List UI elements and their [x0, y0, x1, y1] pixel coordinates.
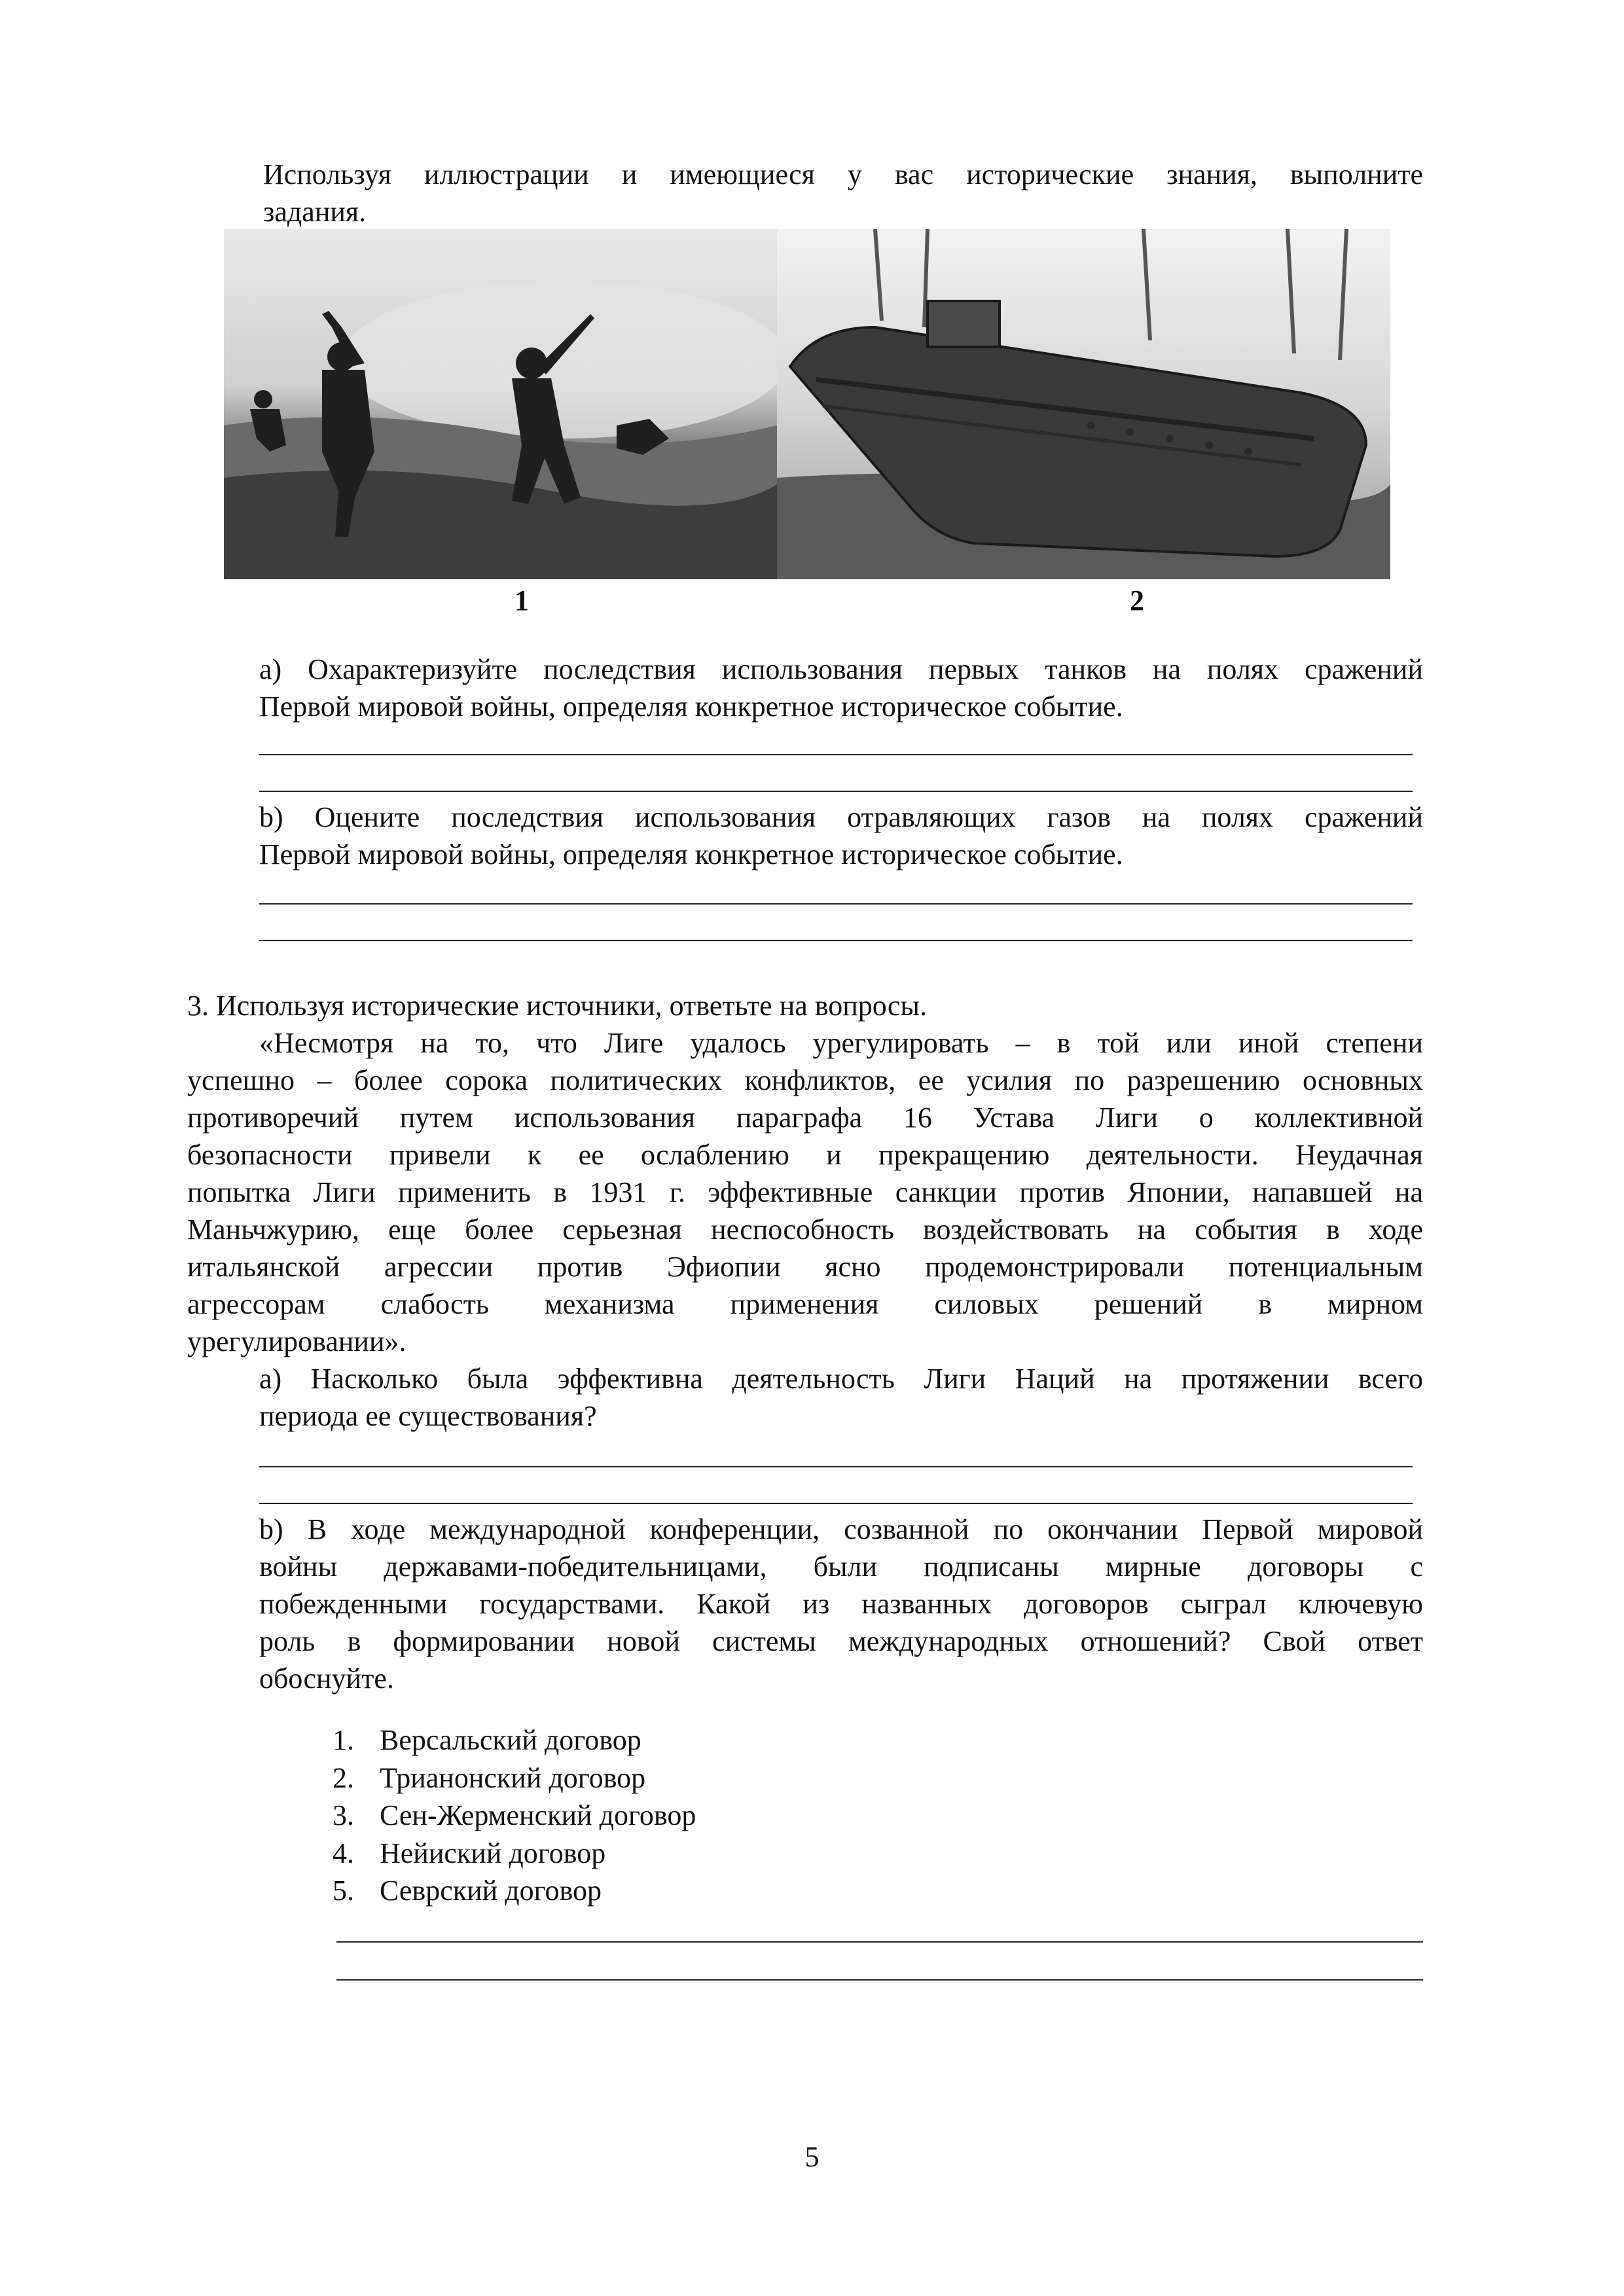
task-3b-text — [259, 1511, 1423, 1697]
task-3a-line: a) Насколько была эффективна деятельность Лиги Наций на протяжении всего — [259, 1363, 1423, 1395]
task-2b-line: b) Оцените последствия использования отравляющих газов на полях сражений — [259, 801, 1423, 833]
quote-line: успешно – более сорока политических конфликтов, ее усилия по разрешению основных — [187, 1064, 1423, 1096]
quote-line: безопасности привели к ее ослаблению и прекращению деятельности. Неудачная — [187, 1139, 1423, 1171]
task-3-heading: 3. Используя исторические источники, ответьте на вопросы. — [187, 990, 927, 1022]
answer-line[interactable] — [259, 1466, 1413, 1467]
ww1-tank-photo — [777, 229, 1390, 579]
gas-attack-soldiers-photo — [224, 229, 777, 579]
intro-text — [263, 156, 1423, 230]
option-text: Сен-Жерменский договор — [380, 1799, 696, 1831]
figure-1-label: 1 — [514, 584, 529, 617]
illustrations — [224, 229, 1390, 579]
task-3b-line: войны державами-победительницами, были подписаны мирные договоры с — [259, 1551, 1423, 1583]
figure-2-label: 2 — [1130, 584, 1144, 617]
intro-line: задания. — [263, 196, 367, 228]
option-text: Версальский договор — [380, 1724, 641, 1756]
quote-line: урегулировании». — [187, 1325, 406, 1357]
task-3b-line: обоснуйте. — [259, 1662, 394, 1695]
answer-line[interactable] — [259, 1503, 1413, 1504]
answer-line[interactable] — [336, 1941, 1423, 1943]
quote-line: Маньчжурию, еще более серьезная неспособность воздействовать на события в ходе — [187, 1213, 1423, 1246]
treaty-option — [333, 1797, 696, 1835]
answer-line[interactable] — [259, 754, 1413, 755]
page-number: 5 — [804, 2141, 820, 2173]
answer-line[interactable] — [259, 791, 1413, 792]
league-quote — [187, 1024, 1423, 1360]
task-3a-line: периода ее существования? — [259, 1400, 597, 1432]
task-2b-line: Первой мировой войны, определяя конкретное историческое событие. — [259, 838, 1123, 870]
task-2a-line: Первой мировой войны, определяя конкретное историческое событие. — [259, 691, 1123, 723]
quote-line: агрессорам слабость механизма применения силовых решений в мирном — [187, 1288, 1423, 1320]
task-2b-text — [259, 798, 1423, 873]
task-3b-line: побежденными государствами. Какой из названных договоров сыграл ключевую — [259, 1588, 1423, 1620]
treaty-option — [333, 1835, 696, 1873]
intro-line: Используя иллюстрации и имеющиеся у вас исторические знания, выполните — [263, 158, 1423, 190]
answer-line[interactable] — [259, 903, 1413, 905]
treaty-option — [333, 1721, 696, 1759]
answer-line[interactable] — [259, 940, 1413, 941]
treaty-option — [333, 1872, 696, 1910]
treaty-options — [333, 1721, 696, 1910]
quote-line: «Несмотря на то, что Лиге удалось урегулировать – в той или иной степени — [259, 1027, 1423, 1059]
task-2a-text — [259, 651, 1423, 725]
quote-line: попытка Лиги применить в 1931 г. эффективные санкции против Японии, напавшей на — [187, 1176, 1423, 1208]
answer-line[interactable] — [336, 1979, 1423, 1981]
quote-line: противоречий путем использования параграфа 16 Устава Лиги о коллективной — [187, 1102, 1423, 1134]
option-number: 4. — [333, 1837, 354, 1869]
task-3b-line: роль в формировании новой системы международных отношений? Свой ответ — [259, 1625, 1423, 1657]
task-2a-line: a) Охарактеризуйте последствия использования первых танков на полях сражений — [259, 653, 1423, 685]
task-3a-text — [259, 1360, 1423, 1435]
option-number: 1. — [333, 1724, 354, 1756]
option-text: Нейиский договор — [380, 1837, 606, 1869]
option-text: Севрский договор — [380, 1874, 602, 1907]
treaty-option — [333, 1759, 696, 1797]
task-3b-line: b) В ходе международной конференции, созванной по окончании Первой мировой — [259, 1513, 1423, 1545]
option-number: 5. — [333, 1874, 354, 1907]
option-number: 3. — [333, 1799, 354, 1831]
quote-line: итальянской агрессии против Эфиопии ясно продемонстрировали потенциальным — [187, 1251, 1423, 1283]
option-text: Трианонский договор — [380, 1761, 646, 1794]
option-number: 2. — [333, 1761, 354, 1794]
